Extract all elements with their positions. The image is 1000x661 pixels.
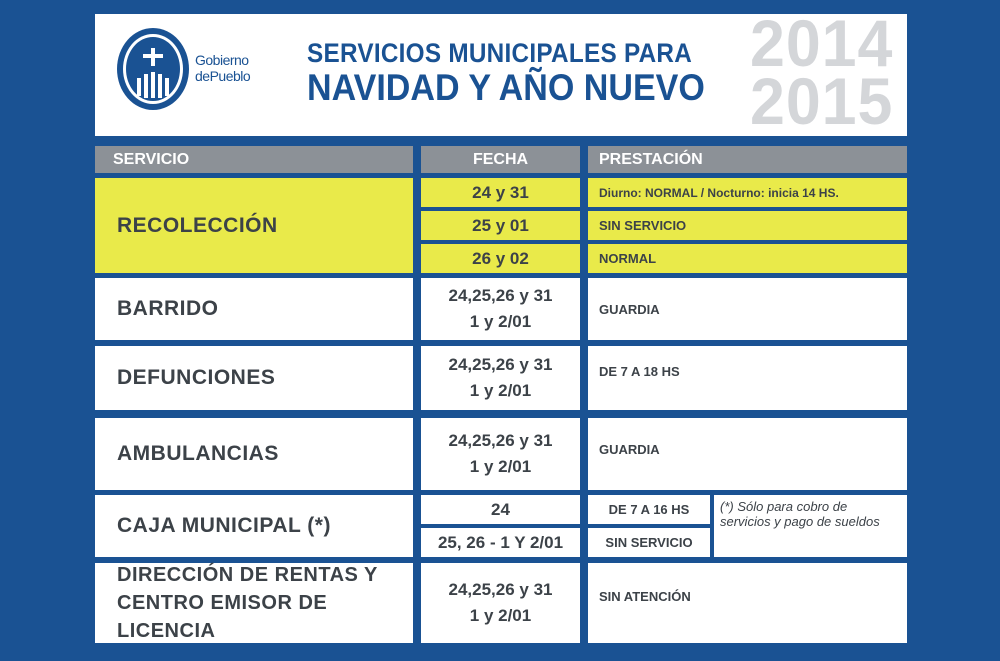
service-caja-municipal: CAJA MUNICIPAL (*) <box>95 495 413 557</box>
prestacion-barrido: GUARDIA <box>588 278 907 340</box>
column-header-prestacion: PRESTACIÓN <box>588 146 907 173</box>
date-barrido-line1: 24,25,26 y 31 <box>448 286 553 305</box>
service-barrido: BARRIDO <box>95 278 413 340</box>
logo-text-line2: dePueblo <box>195 68 251 84</box>
year-2015: 2015 <box>750 64 894 138</box>
date-defunciones-line2: 1 y 2/01 <box>469 381 532 400</box>
date-ambulancias-line1: 24,25,26 y 31 <box>448 431 553 450</box>
prestacion-recoleccion-2: SIN SERVICIO <box>588 211 907 240</box>
service-ambulancias: AMBULANCIAS <box>95 418 413 490</box>
title-line1: SERVICIOS MUNICIPALES PARA <box>307 38 693 68</box>
service-rentas-line2: CENTRO EMISOR DE LICENCIA <box>117 592 328 642</box>
municipal-seal-icon <box>115 26 191 112</box>
service-rentas-line1: DIRECCIÓN DE RENTAS Y <box>117 564 378 586</box>
title-line2: NAVIDAD Y AÑO NUEVO <box>307 67 705 108</box>
date-defunciones <box>421 346 580 410</box>
date-recoleccion-1: 24 y 31 <box>421 178 580 207</box>
service-defunciones: DEFUNCIONES <box>95 346 413 410</box>
header-banner <box>95 6 907 138</box>
date-recoleccion-3: 26 y 02 <box>421 244 580 273</box>
date-rentas <box>421 563 580 643</box>
years-label <box>750 6 894 138</box>
prestacion-rentas: SIN ATENCIÓN <box>588 563 907 643</box>
date-rentas-line2: 1 y 2/01 <box>469 606 532 625</box>
date-barrido-line2: 1 y 2/01 <box>469 312 532 331</box>
prestacion-caja-2: SIN SERVICIO <box>588 528 710 557</box>
date-defunciones-line1: 24,25,26 y 31 <box>448 355 553 374</box>
date-barrido <box>421 278 580 340</box>
prestacion-ambulancias: GUARDIA <box>588 418 907 490</box>
column-header-fecha: FECHA <box>421 146 580 173</box>
logo-text-line1: Gobierno <box>195 52 249 68</box>
logo-wordmark <box>195 52 250 84</box>
prestacion-recoleccion-1: Diurno: NORMAL / Nocturno: inicia 14 HS. <box>588 178 907 207</box>
date-caja-1: 24 <box>421 495 580 524</box>
date-recoleccion-2: 25 y 01 <box>421 211 580 240</box>
prestacion-caja-1: DE 7 A 16 HS <box>588 495 710 524</box>
service-direccion-rentas <box>95 563 413 643</box>
prestacion-defunciones: DE 7 A 18 HS <box>588 346 907 410</box>
date-ambulancias-line2: 1 y 2/01 <box>469 457 532 476</box>
date-caja-2: 25, 26 - 1 Y 2/01 <box>421 528 580 557</box>
caja-footnote: (*) Sólo para cobro de servicios y pago de sueldos <box>714 495 907 557</box>
date-rentas-line1: 24,25,26 y 31 <box>448 580 553 599</box>
service-recoleccion: RECOLECCIÓN <box>95 178 413 273</box>
prestacion-recoleccion-3: NORMAL <box>588 244 907 273</box>
column-header-servicio: SERVICIO <box>95 146 413 173</box>
year-2014: 2014 <box>750 6 894 80</box>
page-title <box>307 38 739 108</box>
date-ambulancias <box>421 418 580 490</box>
